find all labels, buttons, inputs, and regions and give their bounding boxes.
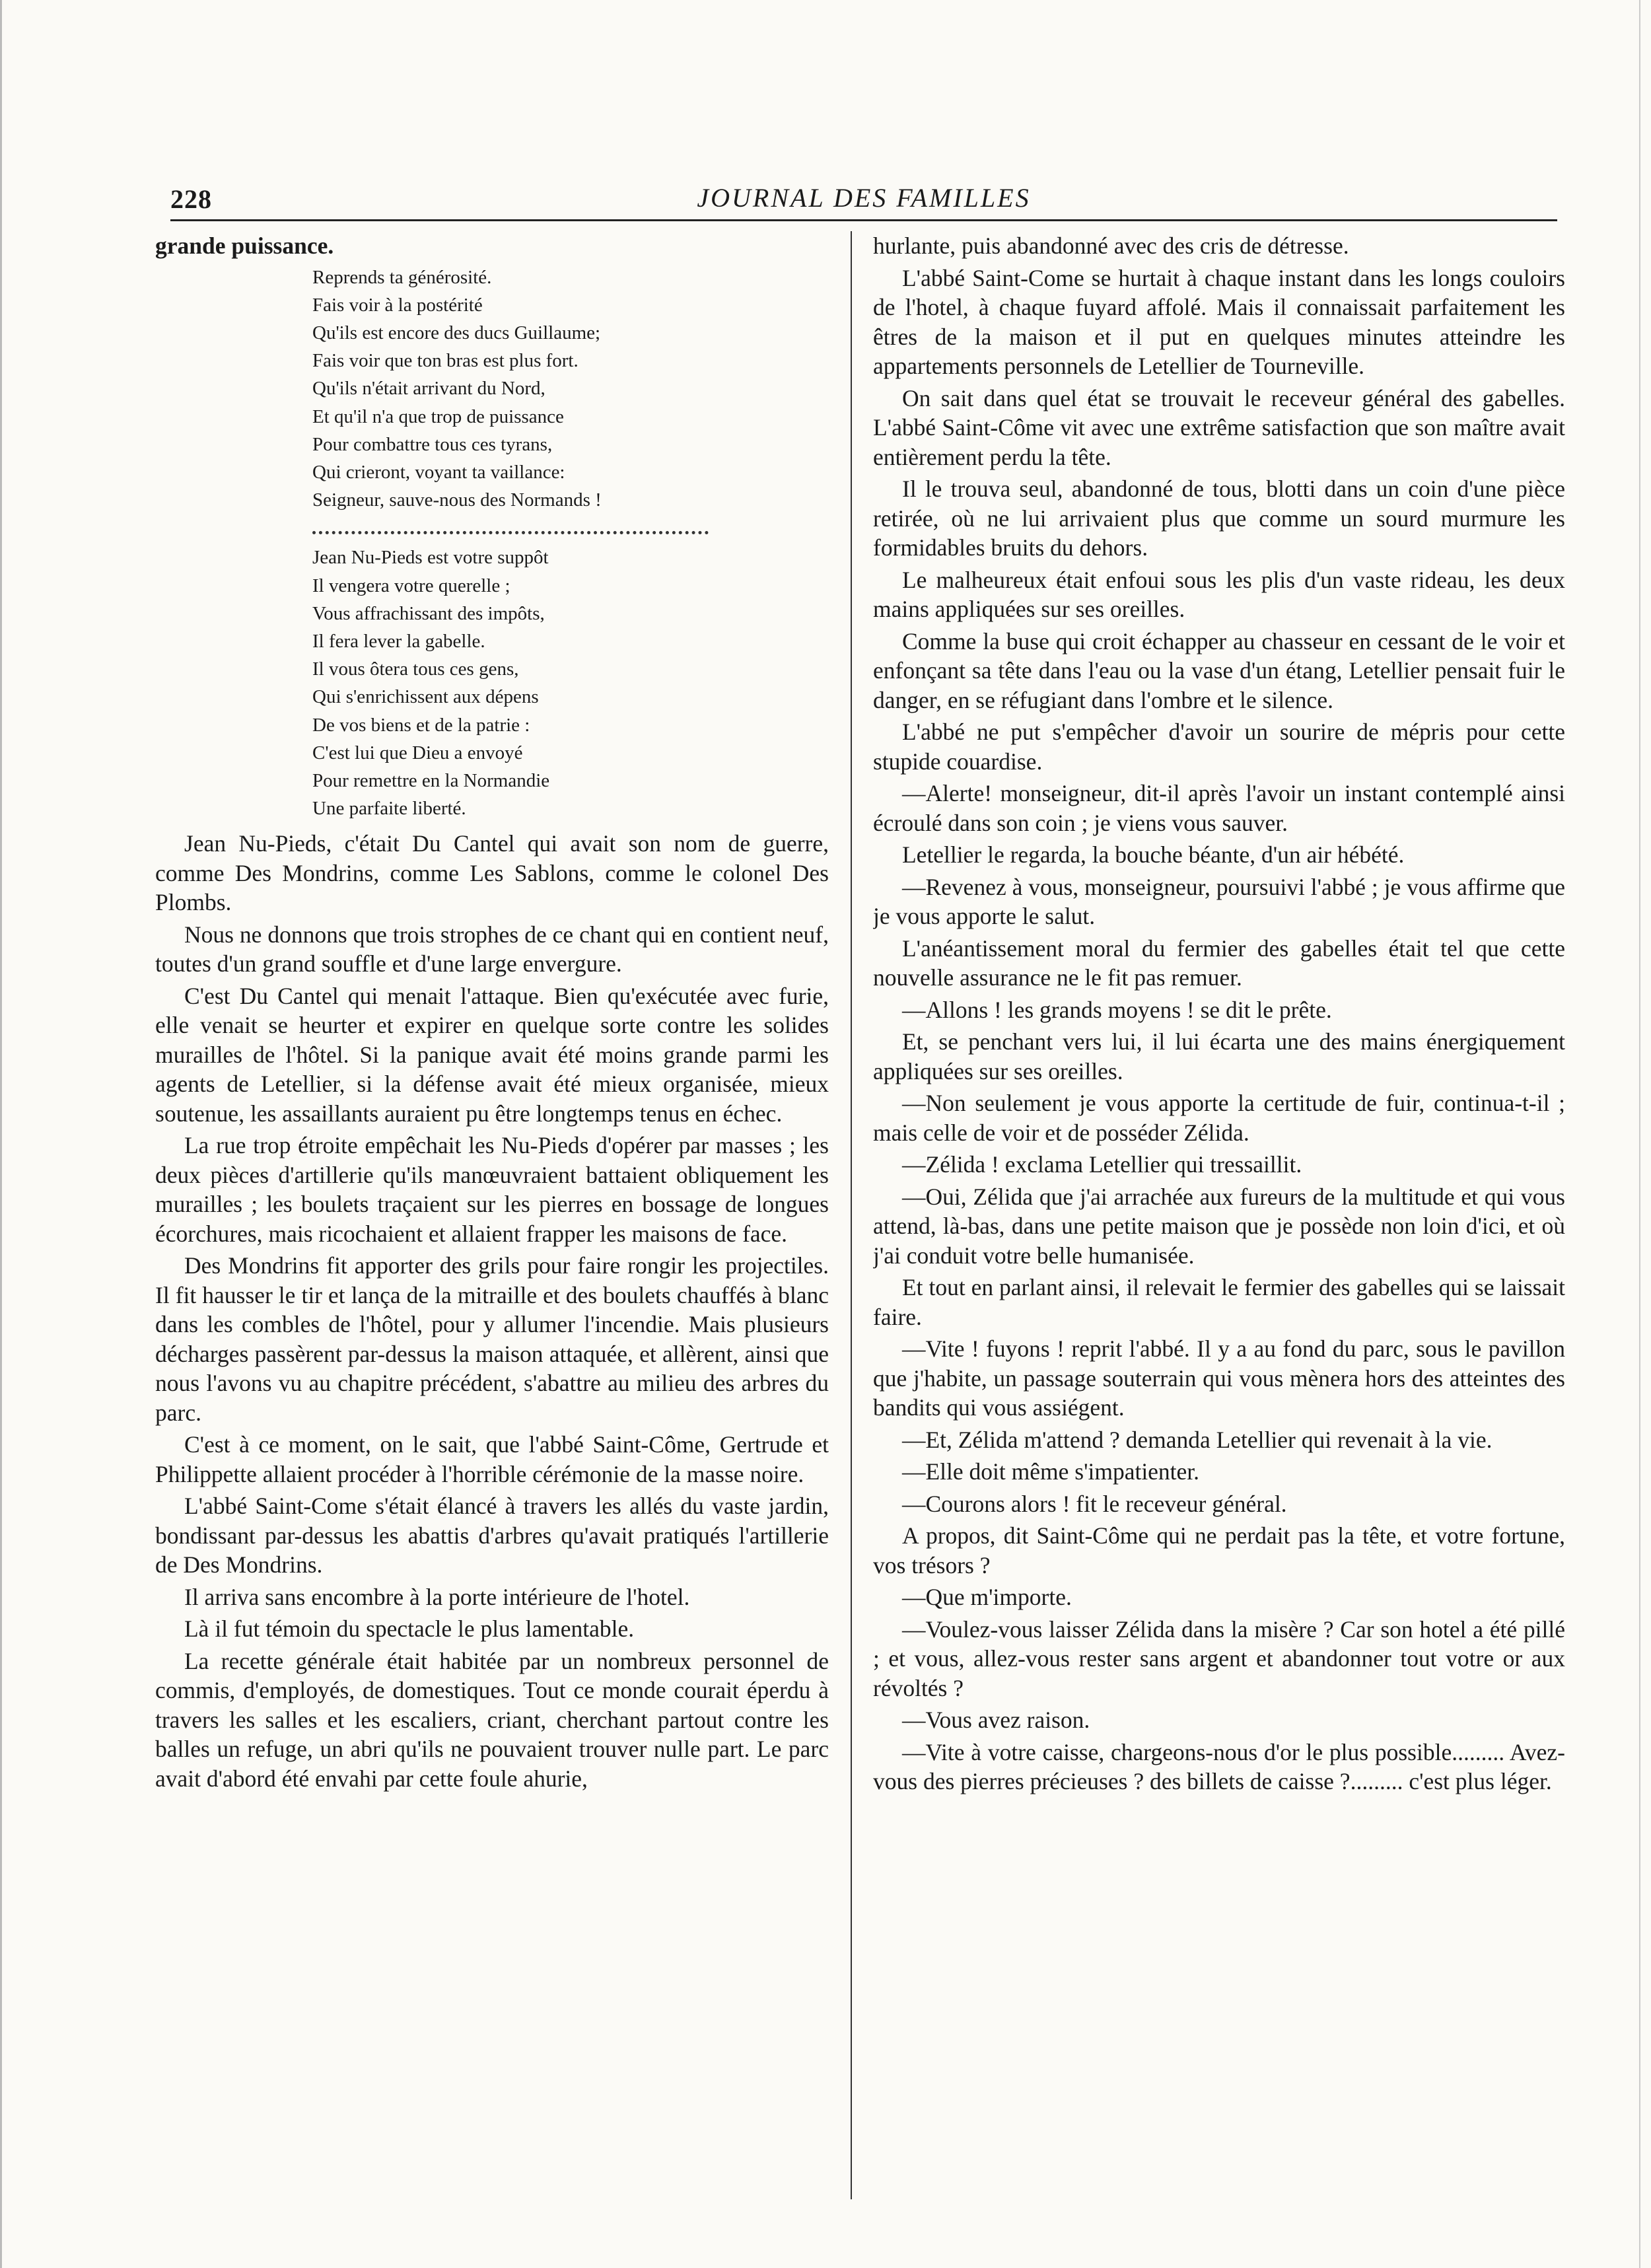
paragraph: —Vous avez raison. bbox=[902, 1707, 1090, 1733]
verse-line: Il fera lever la gabelle. bbox=[312, 630, 485, 652]
verse-line: Seigneur, sauve-nous des Normands ! bbox=[312, 489, 602, 511]
paragraph: —Non seulement je vous apporte la certitude de fuir, continua-t-il ; mais celle de voir et de posséder Zélida. bbox=[873, 1090, 1565, 1146]
paragraph: L'abbé Saint-Come se hurtait à chaque instant dans les longs couloirs de l'hotel, à chaque fuyard affolé. Mais il connaissait parfaitement les êtres de la maison et il put en quelques minutes atteindre les appartements personnels de Letellier de Tourneville. bbox=[873, 264, 1565, 379]
paragraph: —Zélida ! exclama Letellier qui tressaillit. bbox=[902, 1151, 1302, 1178]
verse-line: Et qu'il n'a que trop de puissance bbox=[312, 406, 564, 427]
paragraph: —Alerte! monseigneur, dit-il après l'avoir un instant contemplé ainsi écroulé dans son coin ; je viens vous sauver. bbox=[873, 780, 1565, 836]
paragraph: C'est Du Cantel qui menait l'attaque. Bien qu'exécutée avec furie, elle venait se heurter et expirer en quelque sorte contre les solides murailles de l'hôtel. Si la panique avait été moins grande parmi les agents de Letellier, si la défense avait été mieux organisée, mieux soutenue, les assaillants auraient pu être longtemps tenus en échec. bbox=[155, 982, 829, 1127]
right-edge-mark bbox=[1639, 0, 1640, 2268]
paragraph: —Voulez-vous laisser Zélida dans la misère ? Car son hotel a été pillé ; et vous, allez-vous rester sans argent et abandonner tout votre or aux révoltés ? bbox=[873, 1615, 1565, 1701]
verse-line: Qu'ils est encore des ducs Guillaume; bbox=[312, 322, 601, 343]
paragraph: L'anéantissement moral du fermier des gabelles était tel que cette nouvelle assurance ne le fit pas remuer. bbox=[873, 935, 1565, 991]
paragraph: Le malheureux était enfoui sous les plis d'un vaste rideau, les deux mains appliquées sur ses oreilles. bbox=[873, 566, 1565, 622]
page-header bbox=[170, 180, 1557, 221]
paragraph: Comme la buse qui croit échapper au chasseur en cessant de le voir et enfonçant sa tête dans l'eau ou la vase d'un étang, Letellier pensait fuir le danger, en se réfugiant dans l'ombre et le silence. bbox=[873, 627, 1565, 713]
paragraph: Et, se penchant vers lui, il lui écarta une des mains énergiquement appliquées sur ses oreilles. bbox=[873, 1028, 1565, 1084]
paragraph: La recette générale était habitée par un nombreux personnel de commis, d'employés, de domestiques. Tout ce monde courait éperdu à travers les salles et les escaliers, criant, cherchant partout contre les balles un refuge, un abri qu'ils ne pouvaient trouver nulle part. Le parc avait d'abord été envahi par cette foule ahurie, bbox=[155, 1647, 829, 1792]
verse-line: De vos biens et de la patrie : bbox=[312, 714, 530, 736]
paragraph: Il arriva sans encombre à la porte intérieure de l'hotel. bbox=[184, 1583, 690, 1610]
left-edge-mark bbox=[0, 0, 2, 2268]
verse-line: Pour combattre tous ces tyrans, bbox=[312, 433, 553, 455]
paragraph: Il le trouva seul, abandonné de tous, blotti dans un coin d'une pièce retirée, où ne lui arrivaient plus que comme un sourd murmure les formidables bruits du dehors. bbox=[873, 476, 1565, 561]
paragraph: Et tout en parlant ainsi, il relevait le fermier des gabelles qui se laissait faire. bbox=[873, 1274, 1565, 1330]
paragraph: —Vite à votre caisse, chargeons-nous d'or le plus possible......... Avez-vous des pierres précieuses ? des billets de caisse ?......... c'est plus léger. bbox=[873, 1738, 1565, 1794]
paragraph: Là il fut témoin du spectacle le plus lamentable. bbox=[184, 1615, 635, 1643]
paragraph: C'est à ce moment, on le sait, que l'abbé Saint-Côme, Gertrude et Philippette allaient procéder à l'horrible cérémonie de la masse noire. bbox=[155, 1431, 829, 1487]
verse-line: Qui crieront, voyant ta vaillance: bbox=[312, 461, 565, 483]
verse-line: Reprends ta générosité. bbox=[312, 266, 492, 288]
paragraph: —Allons ! les grands moyens ! se dit le prête. bbox=[902, 996, 1332, 1023]
paragraph: —Courons alors ! fit le receveur général. bbox=[902, 1490, 1287, 1517]
paragraph: Des Mondrins fit apporter des grils pour faire rongir les projectiles. Il fit hausser le tir et lança de la mitraille et des boulets chauffés à blanc dans les combles de l'hôtel, pour y allumer l'incendie. Mais plusieurs décharges passèrent par-dessus la maison attaquée, et allèrent, ainsi que nous l'avons vu au chapitre précédent, s'abattre au milieu des arbres du parc. bbox=[155, 1252, 829, 1426]
verse-line: Qu'ils n'était arrivant du Nord, bbox=[312, 378, 545, 400]
verse-line: Il vengera votre querelle ; bbox=[312, 575, 510, 596]
paragraph: Letellier le regarda, la bouche béante, d'un air hébété. bbox=[902, 841, 1405, 868]
verse-line: Vous affrachissant des impôts, bbox=[312, 602, 545, 624]
paragraph: Jean Nu-Pieds, c'était Du Cantel qui avait son nom de guerre, comme Des Mondrins, comme Les Sablons, comme le colonel Des Plombs. bbox=[155, 830, 829, 916]
verse-line: C'est lui que Dieu a envoyé bbox=[312, 742, 523, 763]
paragraph: L'abbé ne put s'empêcher d'avoir un sourire de mépris pour cette stupide couardise. bbox=[873, 719, 1565, 775]
paragraph: Nous ne donnons que trois strophes de ce chant qui en contient neuf, toutes d'un grand souffle et d'une large envergure. bbox=[155, 921, 829, 977]
paragraph: La rue trop étroite empêchait les Nu-Pieds d'opérer par masses ; les deux pièces d'artillerie qu'ils manœuvraient battaient obliquement les murailles ; les boulets traçaient sur les pierres en bossage de longues écorchures, mais ricochaient et allaient frapper les maisons de face. bbox=[155, 1132, 829, 1247]
journal-title: JOURNAL DES FAMILLES bbox=[697, 183, 1031, 213]
paragraph: L'abbé Saint-Come s'était élancé à travers les allés du vaste jardin, bondissant par-dessus les abattis d'arbres qu'avait pratiqués l'artillerie de Des Mondrins. bbox=[155, 1493, 829, 1578]
opening-text: grande puissance. bbox=[155, 232, 334, 259]
continuation-text: hurlante, puis abandonné avec des cris de détresse. bbox=[873, 232, 1349, 259]
paragraph: —Vite ! fuyons ! reprit l'abbé. Il y a au fond du parc, sous le pavillon que j'habite, un passage souterrain qui vous mènera hors des atteintes des bandits qui vous assiégent. bbox=[873, 1335, 1565, 1421]
paragraph: A propos, dit Saint-Côme qui ne perdait pas la tête, et votre fortune, vos trésors ? bbox=[873, 1522, 1565, 1578]
dotted-separator bbox=[312, 519, 709, 534]
verse-stanza-1 bbox=[312, 264, 829, 514]
paragraph: —Revenez à vous, monseigneur, poursuivi l'abbé ; je vous affirme que je vous apporte le salut. bbox=[873, 873, 1565, 929]
right-column bbox=[873, 231, 1565, 2219]
verse-line: Pour remettre en la Normandie bbox=[312, 769, 550, 791]
left-column bbox=[155, 231, 829, 2219]
paragraph: —Et, Zélida m'attend ? demanda Letellier qui revenait à la vie. bbox=[902, 1426, 1493, 1453]
paragraph: —Elle doit même s'impatienter. bbox=[902, 1458, 1200, 1485]
verse-line: Une parfaite liberté. bbox=[312, 798, 466, 820]
page-number: 228 bbox=[170, 184, 212, 214]
column-divider bbox=[851, 231, 852, 2199]
verse-line: Il vous ôtera tous ces gens, bbox=[312, 658, 519, 680]
paragraph: —Que m'importe. bbox=[902, 1584, 1072, 1610]
verse-line: Jean Nu-Pieds est votre suppôt bbox=[312, 547, 549, 569]
paragraph: —Oui, Zélida que j'ai arrachée aux fureurs de la multitude et qui vous attend, là-bas, dans une petite maison que je possède non loin d'ici, et où j'ai conduit votre belle humanisée. bbox=[873, 1183, 1565, 1269]
verse-line: Fais voir à la postérité bbox=[312, 294, 483, 316]
paragraph: On sait dans quel état se trouvait le receveur général des gabelles. L'abbé Saint-Côme vit avec une extrême satisfaction que son maître avait entièrement perdu la tête. bbox=[873, 384, 1565, 470]
verse-line: Qui s'enrichissent aux dépens bbox=[312, 686, 539, 708]
verse-line: Fais voir que ton bras est plus fort. bbox=[312, 350, 579, 372]
verse-stanza-2 bbox=[312, 544, 829, 822]
